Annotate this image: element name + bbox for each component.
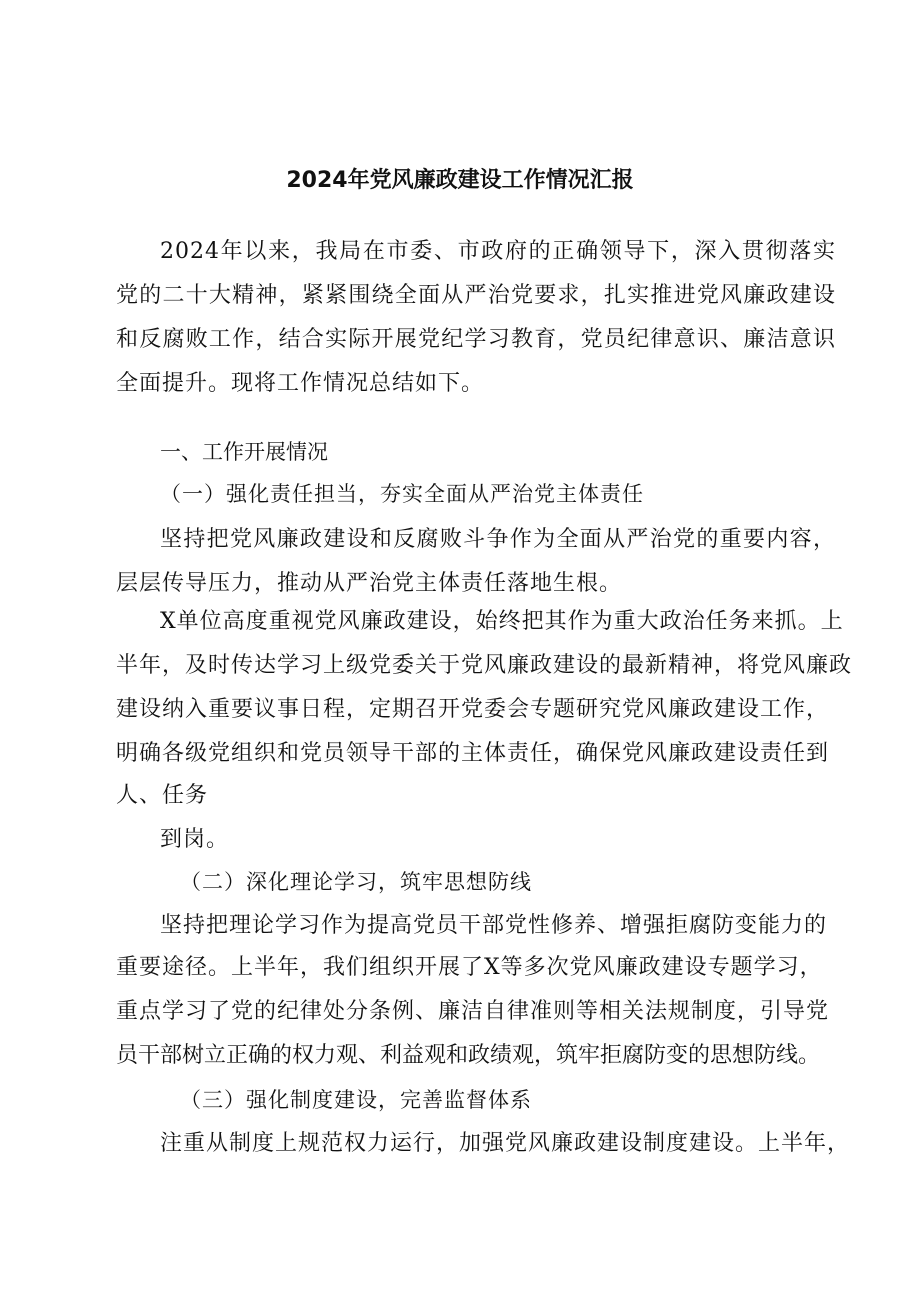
subsection-1-p2-line-5: 人、任务 [116, 783, 209, 808]
subsection-2-line-1: 坚持把理论学习作为提高党员干部党性修养、增强拒腐防变能力的 [160, 913, 828, 938]
subsection-1-p2-line-2: 半年，及时传达学习上级党委关于党风廉政建设的最新精神，将党风廉政 [116, 653, 853, 678]
subsection-3-line-1: 注重从制度上规范权力运行，加强党风廉政建设制度建设。上半年， [160, 1131, 851, 1156]
subsection-1-paragraph-1: 坚持把党风廉政建设和反腐败斗争作为全面从严治党的重要内容，层层传导压力，推动从严治党主体责任落地生根。 [116, 527, 836, 596]
subsection-heading-2: （二）深化理论学习，筑牢思想防线 [180, 870, 532, 894]
section-heading-1: 一、工作开展情况 [160, 440, 328, 464]
subsection-heading-3: （三）强化制度建设，完善监督体系 [180, 1088, 532, 1112]
subsection-2-line-4: 员干部树立正确的权力观、利益观和政绩观，筑牢拒腐防变的思想防线。 [116, 1043, 821, 1068]
subsection-1-p2-line-3: 建设纳入重要议事日程，定期召开党委会专题研究党风廉政建设工作， [116, 697, 830, 722]
document-title: 2024年党风廉政建设工作情况汇报 [286, 168, 634, 193]
subsection-1-p2-line-6: 到岗。 [160, 827, 230, 852]
subsection-1-p2-line-1: X单位高度重视党风廉政建设，始终把其作为重大政治任务来抓。上 [160, 609, 844, 634]
subsection-1-p2-line-4: 明确各级党组织和党员领导干部的主体责任，确保党风廉政建设责任到 [116, 741, 830, 766]
subsection-heading-1: （一）强化责任担当，夯实全面从严治党主体责任 [160, 482, 644, 506]
subsection-2-line-3: 重点学习了党的纪律处分条例、廉洁自律准则等相关法规制度，引导党 [116, 999, 830, 1024]
intro-paragraph: 2024年以来，我局在市委、市政府的正确领导下，深入贯彻落实党的二十大精神，紧紧围绕全面从严治党要求，扎实推进党风廉政建设和反腐败工作，结合实际开展党纪学习教育，党员纪律意识、廉洁意识全面提升。现将工作情况总结如下。 [116, 239, 836, 396]
subsection-2-line-2: 重要途径。上半年，我们组织开展了X等多次党风廉政建设专题学习， [116, 955, 823, 980]
